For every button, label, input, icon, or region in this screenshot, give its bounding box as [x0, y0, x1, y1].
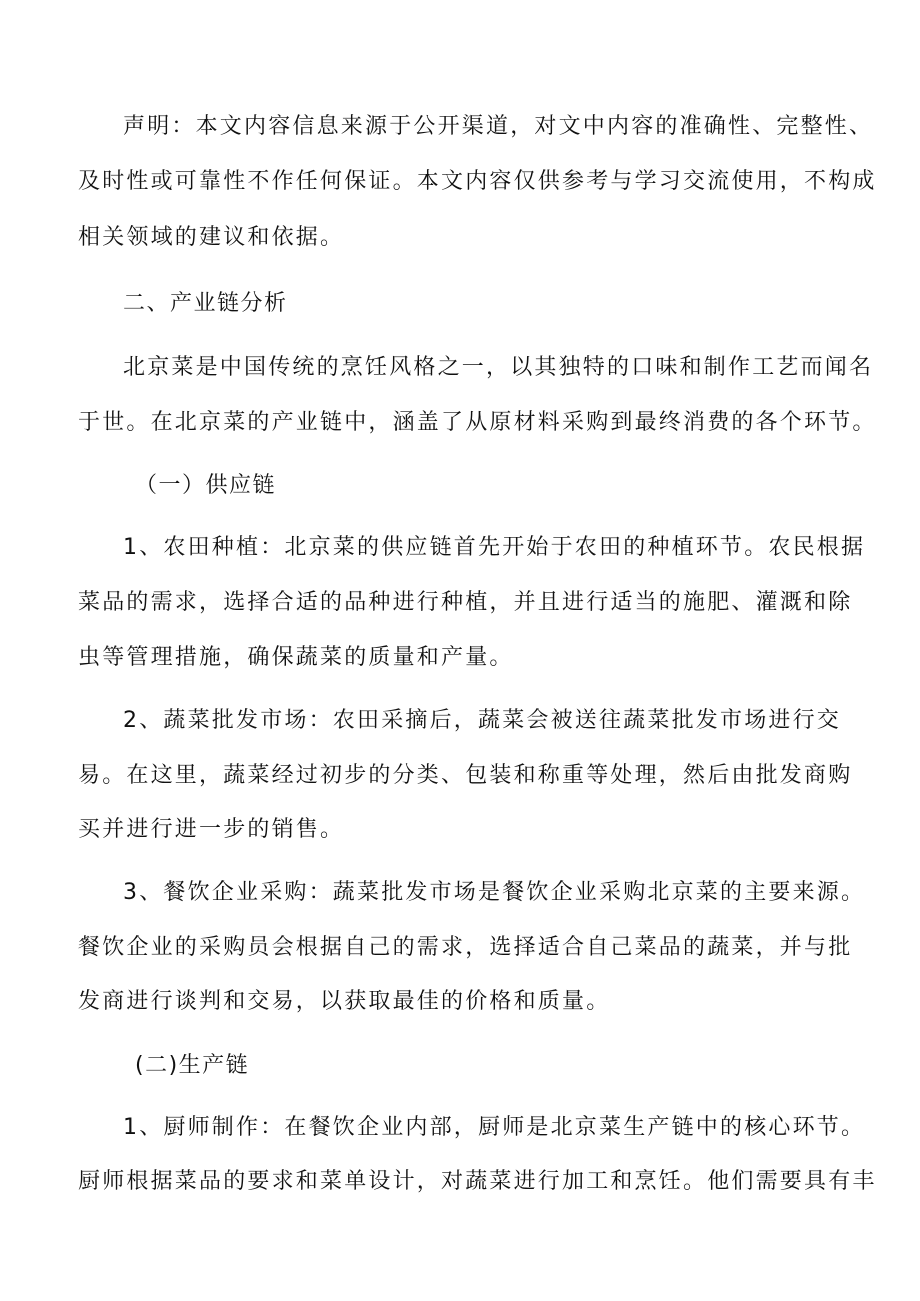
- supply-item-3-line-3: 发商进行谈判和交易，以获取最佳的价格和质量。: [78, 989, 611, 1014]
- production-chain-title: (二)生产链: [135, 1053, 250, 1078]
- intro-line-1: 北京菜是中国传统的烹饪风格之一，以其独特的口味和制作工艺而闻名: [123, 355, 874, 380]
- section-title: 二、产业链分析: [123, 291, 288, 316]
- supply-item-3-line-2: 餐饮企业的采购员会根据自己的需求，选择适合自己菜品的蔬菜，并与批: [78, 935, 853, 960]
- supply-item-3-line-1: 3、餐饮企业采购：蔬菜批发市场是餐饮企业采购北京菜的主要来源。: [123, 880, 866, 905]
- disclaimer-line-3: 相关领域的建议和依据。: [78, 225, 345, 250]
- supply-item-1-line-3: 虫等管理措施，确保蔬菜的质量和产量。: [78, 645, 514, 670]
- supply-chain-title: （一）供应链: [135, 473, 277, 498]
- production-item-1-line-2: 厨师根据菜品的要求和菜单设计，对蔬菜进行加工和烹饪。他们需要具有丰: [78, 1169, 877, 1194]
- supply-item-1-line-2: 菜品的需求，选择合适的品种进行种植，并且进行适当的施肥、灌溉和除: [78, 590, 853, 615]
- supply-item-1-line-1: 1、农田种植：北京菜的供应链首先开始于农田的种植环节。农民根据: [123, 535, 866, 560]
- production-item-1-line-1: 1、厨师制作：在餐饮企业内部，厨师是北京菜生产链中的核心环节。: [123, 1115, 866, 1140]
- supply-item-2-line-2: 易。在这里，蔬菜经过初步的分类、包装和称重等处理，然后由批发商购: [78, 763, 853, 788]
- intro-line-2: 于世。在北京菜的产业链中，涵盖了从原材料采购到最终消费的各个环节。: [78, 410, 877, 435]
- supply-item-2-line-1: 2、蔬菜批发市场：农田采摘后，蔬菜会被送往蔬菜批发市场进行交: [123, 708, 841, 733]
- disclaimer-line-1: 声明：本文内容信息来源于公开渠道，对文中内容的准确性、完整性、: [123, 114, 874, 139]
- disclaimer-line-2: 及时性或可靠性不作任何保证。本文内容仅供参考与学习交流使用，不构成: [78, 169, 877, 194]
- supply-item-2-line-3: 买并进行进一步的销售。: [78, 817, 345, 842]
